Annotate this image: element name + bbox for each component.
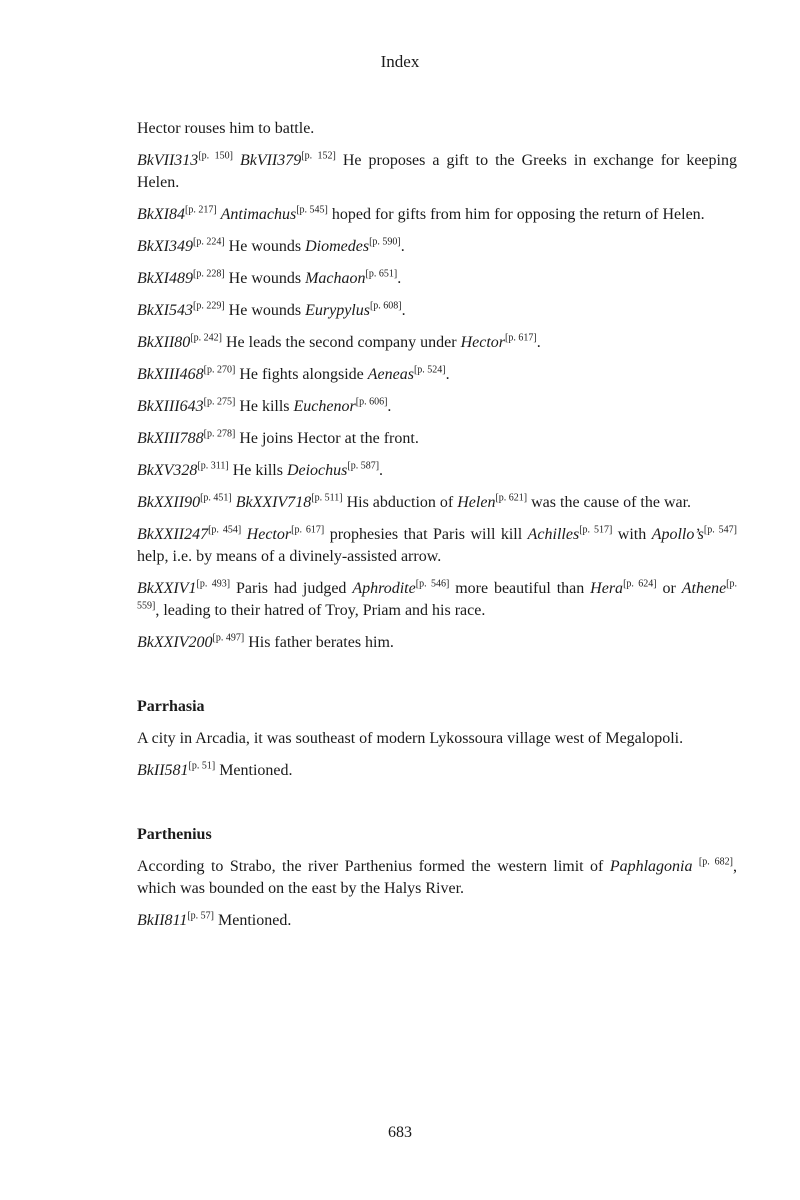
entry-text: He joins Hector at the front. [235,430,419,447]
cross-reference-link[interactable]: Achilles [527,526,580,543]
page-reference[interactable]: [p. 497] [212,632,245,644]
index-entry [137,492,737,514]
cross-reference-link[interactable]: BkXXIV200 [137,634,213,651]
cross-reference-link[interactable]: BkXXIV718 [235,494,312,511]
page-reference[interactable]: [p. 228] [192,268,225,280]
entry-text: His father berates him. [244,634,394,651]
entry-text: . [401,302,406,319]
entry-text: He wounds [224,270,306,287]
cross-reference-link[interactable]: BkVII313 [137,152,199,169]
cross-reference-link[interactable]: Eurypylus [305,302,370,319]
cross-reference-link[interactable]: Athene [681,580,727,597]
page-reference[interactable]: [p. 524] [413,364,446,376]
cross-reference-link[interactable]: BkII811 [137,912,188,929]
cross-reference-link[interactable]: Deiochus [286,462,348,479]
page-reference[interactable]: [p. 559] [137,578,738,612]
cross-reference-link[interactable]: BkXI543 [137,302,193,319]
cross-reference-link[interactable]: BkXII80 [137,334,191,351]
entry-text: , which was bounded on the east by the Halys River. [137,858,738,897]
page-reference[interactable]: [p. 587] [347,460,380,472]
index-entry [137,268,737,290]
page-reference[interactable]: [p. 606] [355,396,388,408]
entry-text: . [379,462,384,479]
page-reference[interactable]: [p. 311] [197,460,229,472]
cross-reference-link[interactable]: Paphlagonia [609,858,693,875]
cross-reference-link[interactable]: BkXXIV1 [137,580,197,597]
cross-reference-link[interactable]: Hera [590,580,624,597]
cross-reference-link[interactable]: BkXXII247 [137,526,209,543]
entry-text: or [656,580,682,597]
entry-text: He wounds [224,238,306,255]
index-entry [137,578,737,622]
page-reference[interactable]: [p. 278] [203,428,236,440]
entry-text: He proposes a gift to the Greeks in exchange for keeping Helen. [137,152,737,191]
page-reference[interactable]: [p. 454] [208,524,242,536]
index-entry [137,118,737,140]
cross-reference-link[interactable]: BkXI84 [137,206,185,223]
index-entry [137,632,737,654]
page-reference[interactable]: [p. 617] [291,524,325,536]
page-reference[interactable]: [p. 229] [192,300,225,312]
cross-reference-link[interactable]: Apollo’s [651,526,704,543]
index-entry [137,856,737,900]
entry-text: help, i.e. by means of a divinely-assisted arrow. [137,548,442,565]
page-reference[interactable]: [p. 517] [579,524,613,536]
cross-reference-link[interactable]: Euchenor [293,398,356,415]
index-entry [137,300,737,322]
cross-reference-link[interactable]: Aphrodite [352,580,416,597]
cross-reference-link[interactable]: Machaon [305,270,366,287]
entry-text: He kills [235,398,294,415]
index-content [137,118,737,942]
cross-reference-link[interactable]: Antimachus [220,206,297,223]
running-header: Index [380,52,420,71]
page-reference[interactable]: [p. 224] [192,236,225,248]
cross-reference-link[interactable]: BkXIII643 [137,398,204,415]
entry-text: He wounds [224,302,306,319]
entry-text: prophesies that Paris will kill [324,526,528,543]
entry-text: hoped for gifts from him for opposing the return of Helen. [327,206,705,223]
section-heading-parrhasia: Parrhasia [137,698,205,715]
entry-text: with [612,526,652,543]
index-entry [137,150,737,194]
cross-reference-link[interactable]: Helen [457,494,496,511]
entry-text: He leads the second company under [221,334,461,351]
entry-text: . [397,270,402,287]
page-reference[interactable]: [p. 152] [301,150,336,162]
entry-text: A city in Arcadia, it was southeast of modern Lykossoura village west of Megalopoli. [137,730,684,747]
page-reference[interactable]: [p. 217] [184,204,217,216]
cross-reference-link[interactable]: BkXIII788 [137,430,204,447]
entry-text: According to Strabo, the river Parthenius formed the western limit of [137,858,610,875]
page-reference[interactable]: [p. 51] [188,760,216,772]
page-reference[interactable]: [p. 451] [200,492,232,504]
page-reference[interactable]: [p. 547] [703,524,737,536]
entry-text: . [400,238,405,255]
index-entry [137,524,737,568]
page-reference[interactable]: [p. 546] [415,578,450,590]
index-entry [137,364,737,386]
cross-reference-link[interactable]: Diomedes [305,238,370,255]
page-reference[interactable]: [p. 150] [198,150,233,162]
index-entry [137,760,737,782]
page-number: 683 [388,1124,412,1141]
entry-text: Paris had judged [230,580,353,597]
page-reference[interactable]: [p. 242] [190,332,222,344]
parrhasia-entries [137,728,737,782]
index-entry [137,204,737,226]
page-reference[interactable]: [p. 493] [196,578,231,590]
entry-text: Mentioned. [214,912,292,929]
parthenius-entries [137,856,737,932]
entry-text [233,152,240,169]
entry-text: Mentioned. [215,762,293,779]
index-entry [137,910,737,932]
page-reference[interactable]: [p. 270] [203,364,236,376]
entry-text: He fights alongside [235,366,368,383]
page-reference[interactable]: [p. 617] [505,332,537,344]
entry-text: His abduction of [342,494,458,511]
entry-text: . [387,398,392,415]
index-entry [137,332,737,354]
page-reference[interactable]: [p. 57] [187,910,215,922]
page-reference[interactable]: [p. 590] [369,236,401,248]
cross-reference-link[interactable]: BkXI489 [137,270,193,287]
entry-text: Hector rouses him to battle. [137,120,315,137]
cross-reference-link[interactable]: BkVII379 [239,152,302,169]
entry-text: He kills [228,462,287,479]
entry-text: more beautiful than [449,580,591,597]
entry-text: . [536,334,541,351]
page-reference[interactable]: [p. 275] [203,396,236,408]
cross-reference-link[interactable]: BkII581 [137,762,189,779]
page-reference[interactable]: [p. 511] [311,492,343,504]
index-entry [137,396,737,418]
index-entry [137,460,737,482]
cross-reference-link[interactable]: BkXXII90 [137,494,201,511]
index-entry [137,728,737,750]
index-entry [137,428,737,450]
section-heading-parthenius: Parthenius [137,826,212,843]
cross-reference-link[interactable]: BkXV328 [137,462,198,479]
index-entry [137,236,737,258]
page-reference[interactable]: [p. 608] [369,300,402,312]
cross-reference-link[interactable]: Hector [246,526,292,543]
page-reference[interactable]: [p. 651] [365,268,398,280]
page-reference[interactable]: [p. 682] [698,856,734,868]
entry-text: , leading to their hatred of Troy, Priam and his race. [155,602,486,619]
page-reference[interactable]: [p. 621] [495,492,528,504]
cross-reference-link[interactable]: BkXIII468 [137,366,204,383]
cross-reference-link[interactable]: Hector [460,334,506,351]
cross-reference-link[interactable]: Aeneas [367,366,414,383]
cross-reference-link[interactable]: BkXI349 [137,238,193,255]
page-reference[interactable]: [p. 624] [623,578,657,590]
entry-text: . [445,366,450,383]
entry-text: was the cause of the war. [527,494,692,511]
paris-entries [137,118,737,654]
page-reference[interactable]: [p. 545] [296,204,328,216]
